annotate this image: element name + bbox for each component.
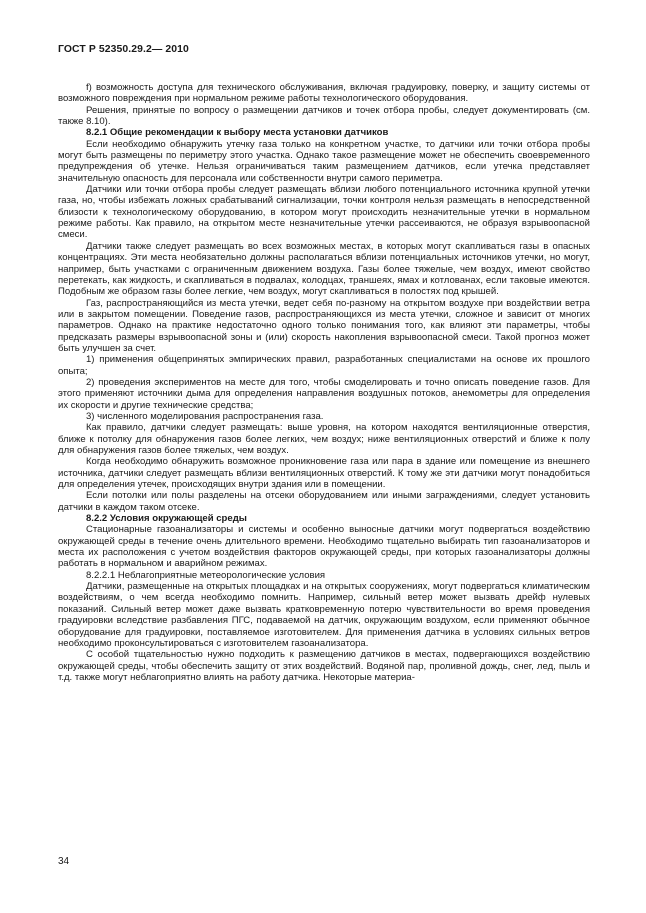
paragraph: 8.2.2.1 Неблагоприятные метеорологические условия: [86, 569, 326, 581]
paragraph: 3) численного моделирования распространения газа.: [86, 410, 324, 422]
paragraph: Стационарные газоанализаторы и системы и особенно выносные датчики могут подвергаться воздействию окружающей среды в течение очень длительного времени. Необходимо тщательно выбирать тип газоанализаторов и места их расположения с учетом воздействия факторов окружающей среды, при которых газоанализаторы должны работать в нормальном и аварийном режимах.: [58, 524, 590, 570]
paragraph: Когда необходимо обнаружить возможное проникновение газа или пара в здание или помещение из внешнего источника, датчики следует размещать вблизи вентиляционных отверстий. К тому же эти датчики могут понадобиться для определения утечек, происходящих внутри здания или в помещении.: [58, 456, 590, 491]
paragraph: 2) проведения экспериментов на месте для того, чтобы смоделировать и точно описать поведение газов. Для этого применяют источники дыма для определения направления воздушных потоков, анемометры для определения их скорости и другие технические средства;: [58, 376, 590, 411]
paragraph: Если необходимо обнаружить утечку газа только на конкретном участке, то датчики или точки отбора пробы могут быть размещены по периметру этого участка. Однако такое размещение может не обеспечить своевременного предупреждения об утечке. Нельзя ограничиваться таким размещением датчиков, если утечка представляет значительную опасность для персонала или собственности внутри самого периметра.: [58, 138, 590, 184]
section-heading: 8.2.1 Общие рекомендации к выбору места установки датчиков: [86, 127, 389, 139]
paragraph: Датчики или точки отбора пробы следует размещать вблизи любого потенциального источника крупной утечки газа, но, чтобы избежать ложных срабатываний сигнализации, точки контроля нельзя размещать в непосредственной близости к технологическому оборудованию, в котором могут происходить незначительные утечки в нормальном режиме работы. Как правило, на открытом месте незначительные утечки рассеиваются, не образуя взрывоопасной смеси.: [58, 184, 590, 241]
paragraph: Датчики, размещенные на открытых площадках и на открытых сооружениях, могут подвергаться климатическим воздействиям, о чем всегда необходимо помнить. Например, сильный ветер может вызвать дрейф нулевых показаний. Сильный ветер может даже вызвать кратковременную потерю чувствительности во время проведения градуировки вследствие разбавления ПГС, подаваемой на датчик, окружающим воздухом, если применяют обычное оборудование для градуировки, поставляемое изготовителем. Для применения датчика в условиях сильных ветров необходимо проконсультироваться с изготовителем газоанализатора.: [58, 581, 590, 649]
document-body: [58, 82, 590, 683]
document-header: ГОСТ Р 52350.29.2— 2010: [58, 44, 189, 55]
page-number: 34: [58, 856, 70, 867]
paragraph: Решения, принятые по вопросу о размещении датчиков и точек отбора пробы, следует документировать (см. также 8.10).: [58, 104, 590, 128]
paragraph: Если потолки или полы разделены на отсеки оборудованием или иными заграждениями, следует установить датчики в каждом таком отсеке.: [58, 490, 590, 513]
paragraph: f) возможность доступа для технического обслуживания, включая градуировку, поверку, и защиту системы от возможного повреждения при нормальном режиме работы технологического оборудования.: [58, 82, 590, 105]
paragraph: 1) применения общепринятых эмпирических правил, разработанных специалистами на основе их прошлого опыта;: [58, 354, 590, 377]
paragraph: Как правило, датчики следует размещать: выше уровня, на котором находятся вентиляционные отверстия, ближе к потолку для обнаружения газов более легких, чем воздух; ниже вентиляционных отверстий и ближе к полу для обнаружения газов более тяжелых, чем воздух.: [58, 422, 590, 456]
section-heading: 8.2.2 Условия окружающей среды: [86, 513, 247, 525]
paragraph: С особой тщательностью нужно подходить к размещению датчиков в местах, подвергающихся воздействию окружающей среды, чтобы обеспечить защиту от этих воздействий. Водяной пар, проливной дождь, снег, лед, пыль и т.д. также могут неблагоприятно влиять на работу датчика. Некоторые материа-: [58, 649, 590, 683]
paragraph: Газ, распространяющийся из места утечки, ведет себя по-разному на открытом воздухе при воздействии ветра или в закрытом помещении. Поведение газов, распространяющихся из места утечки, сложное и зависит от многих параметров. Однако на практике недостаточно одного только понимания того, как влияют эти параметры, чтобы предсказать размеры взрывоопасной зоны и (или) скорость накопления взрывоопасной смеси. Такой прогноз может быть улучшен за счет.: [58, 297, 590, 354]
paragraph: Датчики также следует размещать во всех возможных местах, в которых могут скапливаться газы в опасных концентрациях. Эти места необязательно должны располагаться вблизи потенциальных источников утечки, но могут, например, быть участками с ограниченным движением воздуха. Газы более тяжелые, чем воздух, имеют свойство перетекать, как жидкость, и скапливаться в подвалах, колодцах, траншеях, ямах и котлованах, если таковые имеются. Подобным же образом газы более легкие, чем воздух, могут скапливаться в полостях под крышей.: [58, 240, 590, 298]
